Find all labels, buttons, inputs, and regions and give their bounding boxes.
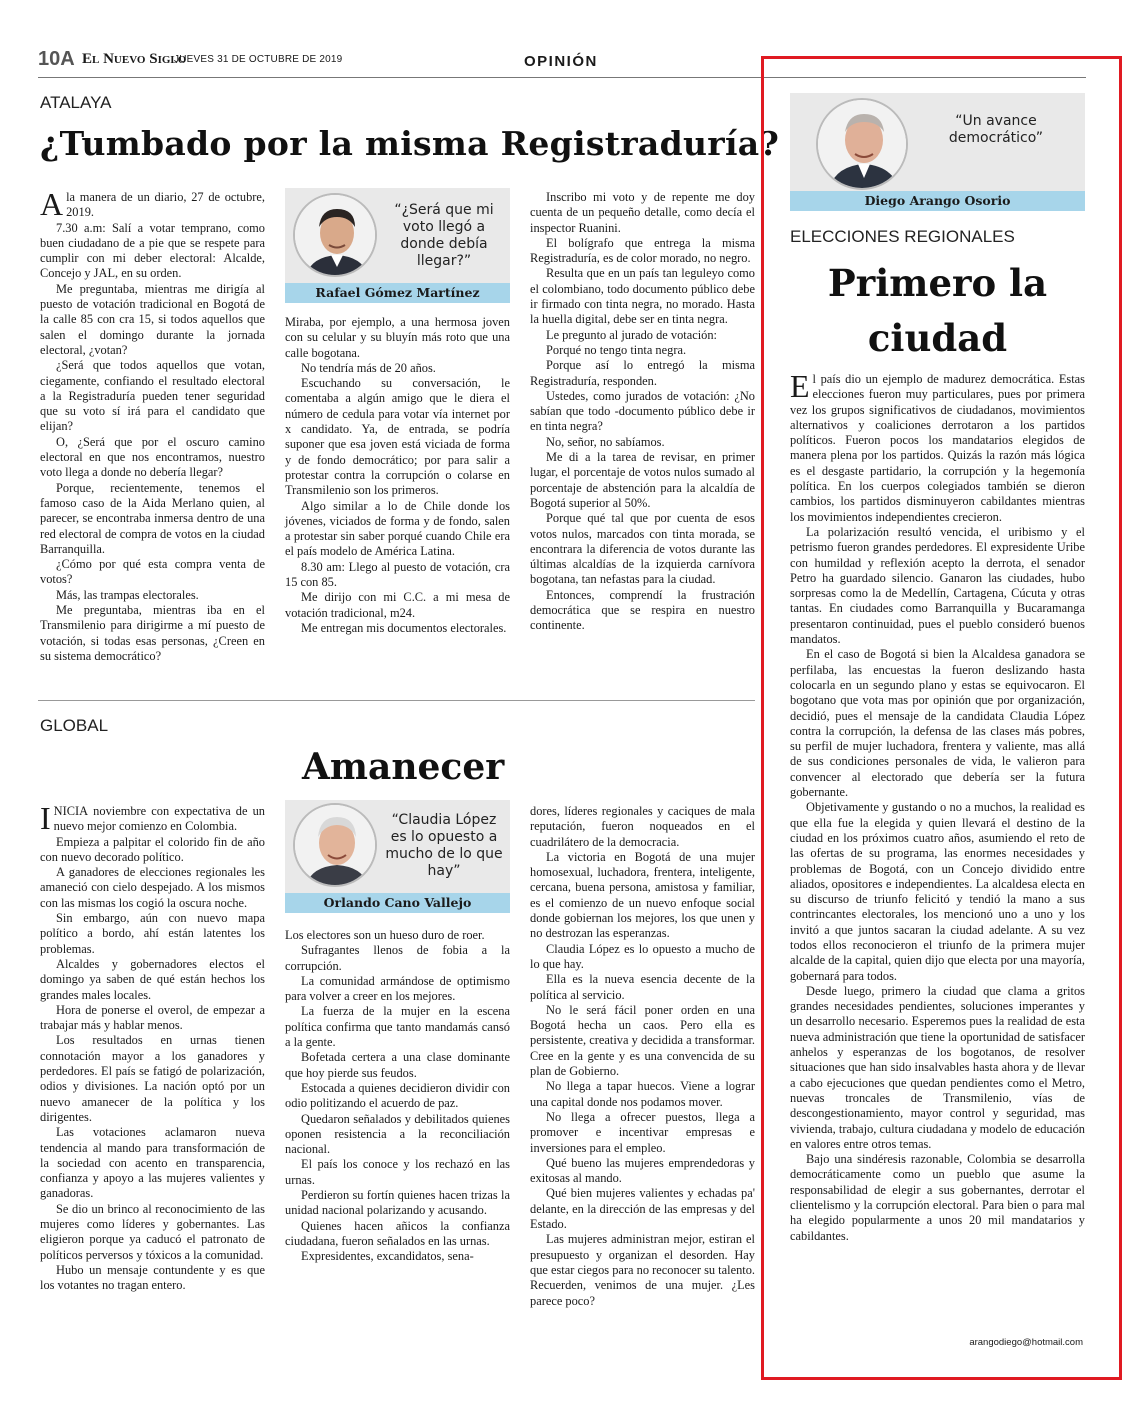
author-box-diego xyxy=(790,93,1085,211)
paragraph: ¿Cómo por qué esta compra venta de votos? xyxy=(40,557,265,587)
paragraph: Alcaldes y gobernadores electos el domingo ya saben de qué están hechos los grandes males locales. xyxy=(40,956,265,1002)
newspaper-name: El Nuevo Siglo xyxy=(82,51,187,67)
paragraph: Porque qué tal que por cuenta de esos votos nulos, marcados con tinta morada, se encontrara la diferencia de votos durante las últimas alcaldías de la izquierda carnívora bogotana, tan nefastas para la ciudad. xyxy=(530,511,755,587)
paragraph: Hubo un mensaje contundente y es que los votantes no tragan entero. xyxy=(40,1262,265,1293)
paragraph: Inscribo mi voto y de repente me doy cuenta de un pequeño detalle, como decía el inspector Ruanini. xyxy=(530,190,755,235)
paragraph: Porqué no tengo tinta negra. xyxy=(546,342,687,357)
paragraph: Se dio un brinco al reconocimiento de las mujeres como líderes y gobernantes. Las eligieron porque ya caducó el patronato de políticos perversos y tóxicos a la comunidad. xyxy=(40,1201,265,1262)
global-column-2 xyxy=(285,928,510,1265)
atalaya-column-1: Ala manera de un diario, 27 de octubre, 2019. 7.30 a.m: Salí a votar temprano, como buen ciudadano de a pie que se respete para cumplir con mi deber electoral: Alcalde, Concejo y JAL, en su orden. Me preguntaba, mientras me dirigía al puesto de votación tradicional en Bogotá de la calle 85 con cra 15, si todos aquellos que salen el domingo durante la jornada electoral, ¿votan? ¿Será que todos aquellos que votan, ciegamente, confiando el resultado electoral a la Registraduría pueden tener seguridad que su voto sí irá para el candidato que elijan? O, ¿Será que por el oscuro camino electoral en que nos encontramos, nuestro voto llega a donde no debería llegar? Porque, recientemente, tenemos el famoso caso de la Aida Merlano quien, al parecer, se encontraba inmersa dentro de una red electoral de compra de votos en la ciudad Barranquilla. ¿Cómo por qué esta compra venta de votos? Más, las trampas electorales. Me preguntaba, mientras iba en el Transmilenio para dirigirme a mí puesto de votación, si todas esas personas, ¿Creen en su sistema democrático? xyxy=(40,186,265,663)
paragraph: O, ¿Será que por el oscuro camino electoral en que nos encontramos, nuestro voto llega a donde no debería llegar? xyxy=(40,434,265,480)
atalaya-column-2 xyxy=(285,315,510,636)
paragraph: La victoria en Bogotá de una mujer homosexual, luchadora, frentera, inteligente, cercana, buena persona, amistosa y familiar, es el comienzo de un nuevo enfoque social donde gobiernan los mejores, los que unen y no destrozan las esperanzas. xyxy=(530,849,755,941)
paragraph: No, señor, no sabíamos. xyxy=(546,434,665,449)
paragraph: La fuerza de la mujer en la escena política confirma que tanto mandamás cansó a la gente. xyxy=(285,1004,510,1050)
global-kicker: GLOBAL xyxy=(40,716,109,735)
elecciones-column: El país dio un ejemplo de madurez democrática. Estas elecciones fueron muy particulares, pues por primera vez los grupos significativos de ciudadanos, movimientos alternativos y coaliciones derrotaron a los partidos políticos. Fueron pocos los mandatarios elegidos de manera plena por los partidos. Quizás la razón más lógica es el desgaste partidario, la corrupción y la hegemonía política. En los cuerpos colegiados también se dieron cambios, los partidos disminuyeron cabildantes mientras los movimientos independientes crecieron. La polarización resultó vencida, el uribismo y el petrismo fueron grandes perdedores. El expresidente Uribe con humildad y reflexión acepto la derrota, el senador Petro ha guardado silencio. Ganaron las ciudades, hubo sorpresas como la de Medellín, Cartagena, Cúcuta y otras tantas. En ciudades como Barranquilla y Bucaramanga presentaron continuidad, pues el pueblo consideró buenos mandatos. En el caso de Bogotá si bien la Alcaldesa ganadora se perfilaba, las encuestas la fueron deslizando hasta colocarla en un segundo plano y estas se equivocaron. El bogotano que vota mas por opinión que por organización, decidió, pues el mensaje de la candidata Claudia López contra la corrupción, la defensa de las clases más pobres, su perfil de mujer luchadora, frentera y valiente, mas allá de sus condiciones personales de vida, le valieron para convencer al electorado que debería ser la futura gobernante. Objetivamente y gustando o no a muchos, la realidad es que ella fue la elegida y quien llevará el destino de la ciudad en los próximos cuatro años, asumiendo el reto de las ofertas de su programa, las enormes necesidades y problemas de Bogotá, con un Concejo dividido entre aliados, opositores e independientes. La alcaldesa electa en su discurso de triunfo felicitó y tendió la mano a sus contrincantes electorales, los mencionó uno a uno y los invitó a que juntos sacaran la ciudad adelante. A su vez todos ellos reconocieron el triunfo de la primera mujer alcalde de la capital, quien dijo que electa por una mayoría, gobernará para todos. Desde luego, primero la ciudad que clama a gritos grandes necesidades pendientes, soluciones imperantes y un desarrollo necesario. Esperemos pues la realidad de esta nueva administración que tiene la oportunidad de satisfacer anhelos y esperanzas de los bogotanos, de resolver situaciones que han sido insalvables hasta ahora y de llevar a cabo ejecuciones que quedan pendientes como el Metro, nuevas troncales de Transmilenio, vías de descongestionamiento, mayor control y seguridad, mas vivienda, trabajo, cultura ciudadana y modelo de educación en valores entre otros temas. Bajo una sindéresis razonable, Colombia se desarrolla democráticamente como un pueblo que asume la responsabilidad de elegir a sus gobernantes, derrotar el clientelismo y la corrupción electoral. Para bien o para mal ha elegido popularmente a unos 20 mil mandatarios y cabildantes. xyxy=(790,368,1085,1243)
paragraph: Escuchando su conversación, le comentaba a algún amigo que le diera el número de cedula para votar vía internet por x candidato. Ya, de entrada, se podría suponer que esa joven está viciada de forma y de fondo democrático; por para salir a protestar contra la corrupción o colarse en Transmilenio son los primeros. xyxy=(285,376,510,498)
elecciones-kicker: ELECCIONES REGIONALES xyxy=(790,227,1015,246)
paragraph: Objetivamente y gustando o no a muchos, la realidad es que ella fue la elegida y quien llevará el destino de la ciudad en los próximos cuatro años, asumiendo el reto de las ofertas de su programa, las enormes necesidades y problemas de Bogotá, con un Concejo dividido entre aliados, opositores e independientes. La alcaldesa electa en su discurso de triunfo felicitó y tendió la mano a sus contrincantes electorales, los mencionó uno a uno y los invitó a que juntos sacaran la ciudad adelante. A su vez todos ellos reconocieron el triunfo de la primera mujer alcalde de la capital, quien dijo que electa por una mayoría, gobernará para todos. xyxy=(790,800,1085,983)
portrait-icon xyxy=(293,193,377,277)
paragraph: A ganadores de elecciones regionales les amaneció con cielo despejado. A los mismos con las mismas los cogió la oscura noche. xyxy=(40,865,265,910)
paragraph: Claudia López es lo opuesto a mucho de lo que hay. xyxy=(530,941,755,971)
paragraph: La comunidad armándose de optimismo para volver a creer en los mejores. xyxy=(285,973,510,1004)
paragraph: Ustedes, como jurados de votación: ¿No sabían que todo -documento público debe ir en tinta negra? xyxy=(530,388,755,434)
author-box-rafael xyxy=(285,188,510,303)
paragraph: Miraba, por ejemplo, a una hermosa joven con su celular y su bluyín más roto que una calle bogotana. xyxy=(285,315,510,360)
paragraph: Bajo una sindéresis razonable, Colombia se desarrolla democráticamente como un pueblo que asume la responsabilidad de elegir a sus gobernantes, derrotar el clientelismo y la corrupción electoral. Para bien o para mal ha elegido popularmente a unos 20 mil mandatarios y cabildantes. xyxy=(790,1152,1085,1243)
author-email: arangodiego@hotmail.com xyxy=(969,1337,1083,1348)
paragraph: El bolígrafo que entrega la misma Registraduría, es de color morado, no negro. xyxy=(530,235,755,266)
paragraph: Entonces, comprendí la frustración democrática que se respira en nuestro continente. xyxy=(530,587,755,633)
paragraph: Me di a la tarea de revisar, en primer lugar, el porcentaje de votos nulos sumado al porcentaje de abstención para la alcaldía de Bogotá superior al 50%. xyxy=(530,450,755,510)
author-name: Diego Arango Osorio xyxy=(790,191,1085,211)
paragraph: Algo similar a lo de Chile donde los jóvenes, viciados de forma y de fondo, salen a protestar sin saber porqué cuando Chile era el país modelo de América Latina. xyxy=(285,498,510,559)
paragraph: Porque, recientemente, tenemos el famoso caso de la Aida Merlano quien, al parecer, se encontraba inmersa dentro de una red electoral de compra de votos en la ciudad Barranquilla. xyxy=(40,480,265,556)
paragraph: Me entregan mis documentos electorales. xyxy=(301,620,507,635)
paragraph: Las votaciones aclamaron nueva tendencia al mando para transformación de la sociedad con acento en transparencia, confianza y apoyo a las mujeres valientes y ganadoras. xyxy=(40,1125,265,1201)
paragraph: Sin embargo, aún con nuevo mapa político a bordo, ahí están latentes los problemas. xyxy=(40,911,265,956)
author-quote: “Un avance democrático” xyxy=(948,113,1044,146)
paragraph: Le pregunto al jurado de votación: xyxy=(546,327,718,342)
paragraph: Hora de ponerse el overol, de empezar a trabajar más y hablar menos. xyxy=(40,1002,265,1033)
paragraph: El país los conoce y los rechazó en las urnas. xyxy=(285,1157,510,1187)
author-box-orlando xyxy=(285,800,510,913)
portrait-icon xyxy=(816,98,908,190)
paragraph: ¿Será que todos aquellos que votan, ciegamente, confiando el resultado electoral a la Registraduría pueden tener seguridad que su voto sí irá para el candidato que elijan? xyxy=(40,358,265,434)
issue-date: JUEVES 31 DE OCTUBRE DE 2019 xyxy=(174,54,343,65)
paragraph: 8.30 am: Llego al puesto de votación, cra 15 con 85. xyxy=(285,559,510,590)
paragraph: Me preguntaba, mientras me dirigía al puesto de votación tradicional en Bogotá de la calle 85 con cra 15, si todos aquellos que salen el domingo durante la jornada electoral, ¿votan? xyxy=(40,281,265,357)
paragraph: Qué bien mujeres valientes y echadas pa' delante, en la dirección de las empresas y del Estado. xyxy=(530,1186,755,1232)
paragraph: Estocada a quienes decidieron dividir con odio politizando el acuerdo de paz. xyxy=(285,1080,510,1111)
elecciones-headline: Primero la ciudad xyxy=(827,261,1048,360)
global-column-3 xyxy=(530,804,755,1309)
author-quote: “Claudia López es lo opuesto a mucho de lo que hay” xyxy=(385,812,503,879)
atalaya-column-3 xyxy=(530,190,755,634)
paragraph: dores, líderes regionales y caciques de mala reputación, fueron noqueados en el cuadrilátero de la democracia. xyxy=(530,804,755,849)
paragraph: Quedaron señalados y debilitados quienes oponen resistencia a la reconciliación nacional. xyxy=(285,1111,510,1157)
global-headline: Amanecer xyxy=(302,746,505,788)
paragraph: En el caso de Bogotá si bien la Alcaldesa ganadora se perfilaba, las encuestas la fueron deslizando hasta colocarla en un segundo plano y estas se equivocaron. El bogotano que vota mas por opinión que por organización, decidió, pues el mensaje de la candidata Claudia López contra la corrupción, la defensa de las clases más pobres, su perfil de mujer luchadora, frentera y valiente, mas allá de sus condiciones personales de vida, le valieron para convencer al electorado que debería ser la futura gobernante. xyxy=(790,647,1085,800)
paragraph: Desde luego, primero la ciudad que clama a gritos grandes necesidades pendientes, soluciones imperantes y un desarrollo necesario. Esperemos pues la realidad de esta nueva administración que tiene la oportunidad de satisfacer anhelos y esperanzas de los bogotanos, de resolver situaciones que han sido insalvables hasta ahora y de llevar a cabo ejecuciones que quedan pendientes como el Metro, nuevas troncales de Transmilenio, vías de descongestionamiento, mayor control y seguridad, mas vivienda, trabajo, cultura ciudadana y modelo de educación en valores entre otros temas. xyxy=(790,983,1085,1151)
paragraph: Expresidentes, excandidatos, sena- xyxy=(301,1249,474,1264)
paragraph: Resulta que en un país tan leguleyo como el colombiano, todo documento público debe ir firmado con tinta negra, no morado. Hasta la huella digital, debe ser en tinta negra. xyxy=(530,266,755,327)
paragraph: Porque así lo entregó la misma Registraduría, responden. xyxy=(530,358,755,388)
paragraph: Quienes hacen añicos la confianza ciudadana, fueron señalados en las urnas. xyxy=(285,1218,510,1248)
paragraph: Perdieron su fortín quienes hacen trizas la unidad nacional polarizando y acusando. xyxy=(285,1188,510,1218)
portrait-icon xyxy=(293,803,377,887)
global-column-1: INICIA noviembre con expectativa de un nuevo mejor comienzo en Colombia. Empieza a palpitar el colorido fin de año con nuevo decorado político. A ganadores de elecciones regionales les amaneció con cielo despejado. A los mismos con las mismas los cogió la oscura noche. Sin embargo, aún con nuevo mapa político a bordo, ahí están latentes los problemas. Alcaldes y gobernadores electos el domingo ya saben de qué están hechos los grandes males locales. Hora de ponerse el overol, de empezar a trabajar más y hablar menos. Los resultados en urnas tienen connotación mayor a los ganadores y perdedores. El país se fatigó de polarización, odios y divisiones. La nación optó por un nuevo amanecer de la política y los dirigentes. Las votaciones aclamaron nueva tendencia al mando para transformación de la sociedad con acento en transparencia, confianza y apoyo a las mujeres valientes y ganadoras. Se dio un brinco al reconocimiento de las mujeres como líderes y gobernantes. Las eligieron porque ya caducó el patronato de políticos perversos y tóxicos a la comunidad. Hubo un mensaje contundente y es que los votantes no tragan entero. xyxy=(40,800,265,1293)
atalaya-kicker: ATALAYA xyxy=(40,93,112,112)
atalaya-headline: ¿Tumbado por la misma Registraduría? xyxy=(40,124,780,163)
paragraph: No le será fácil poner orden en una Bogotá hecha un caos. Pero ella es persistente, creativa y decidida a transformar. Cree en la gente y es una convencida de su plan de Gobierno. xyxy=(530,1002,755,1079)
paragraph: 7.30 a.m: Salí a votar temprano, como buen ciudadano de a pie que se respete para cumplir con mi deber electoral: Alcalde, Concejo y JAL, en su orden. xyxy=(40,220,265,281)
section-divider xyxy=(38,700,755,701)
author-name: Rafael Gómez Martínez xyxy=(285,283,510,303)
paragraph: Las mujeres administran mejor, estiran el presupuesto y organizan el desorden. Hay que estar ciegos para no reconocer su talento. Recuerden, venimos de una mujer. ¿Les parece poco? xyxy=(530,1232,755,1308)
author-quote: “¿Será que mi voto llegó a donde debía llegar?” xyxy=(394,202,494,269)
dropcap: A xyxy=(40,186,64,222)
paragraph: Empieza a palpitar el colorido fin de año con nuevo decorado político. xyxy=(40,834,265,864)
dropcap: I xyxy=(40,800,51,836)
dropcap: E xyxy=(790,368,810,404)
paragraph: Qué bueno las mujeres emprendedoras y exitosas al mando. xyxy=(530,1155,755,1186)
paragraph: Sufragantes llenos de fobia a la corrupción. xyxy=(285,943,510,973)
page-number: 10A xyxy=(38,48,75,70)
paragraph: Bofetada certera a una clase dominante que hoy pierde sus feudos. xyxy=(285,1050,510,1080)
paragraph: Me dirijo con mi C.C. a mi mesa de votación tradicional, m24. xyxy=(285,590,510,620)
section-name: OPINIÓN xyxy=(524,53,598,70)
author-name: Orlando Cano Vallejo xyxy=(285,893,510,913)
paragraph: No tendría más de 20 años. xyxy=(301,360,436,375)
paragraph: Ella es la nueva esencia decente de la política al servicio. xyxy=(530,972,755,1002)
paragraph: Los resultados en urnas tienen connotación mayor a los ganadores y perdedores. El país se fatigó de polarización, odios y divisiones. La nación optó por un nuevo amanecer de la política y los dirigentes. xyxy=(40,1033,265,1124)
paragraph: Los electores son un hueso duro de roer. xyxy=(285,928,485,942)
paragraph: No llega a tapar huecos. Viene a lograr una capital donde nos podamos mover. xyxy=(530,1079,755,1109)
paragraph: No llega a ofrecer puestos, llega a promover e incentivar empresas e inversiones para el empleo. xyxy=(530,1109,755,1155)
paragraph: Me preguntaba, mientras iba en el Transmilenio para dirigirme a mí puesto de votación, si todas esas personas, ¿Creen en su sistema democrático? xyxy=(40,603,265,663)
paragraph: La polarización resultó vencida, el uribismo y el petrismo fueron grandes perdedores. El expresidente Uribe con humildad y reflexión acepto la derrota, el senador Petro ha guardado silencio. Ganaron las ciudades, hubo sorpresas como la de Medellín, Cartagena, Cúcuta y otras tantas. En ciudades como Barranquilla y Bucaramanga presentaron continuidad, pues el pueblo consideró buenos mandatos. xyxy=(790,524,1085,647)
paragraph: Más, las trampas electorales. xyxy=(56,587,199,602)
